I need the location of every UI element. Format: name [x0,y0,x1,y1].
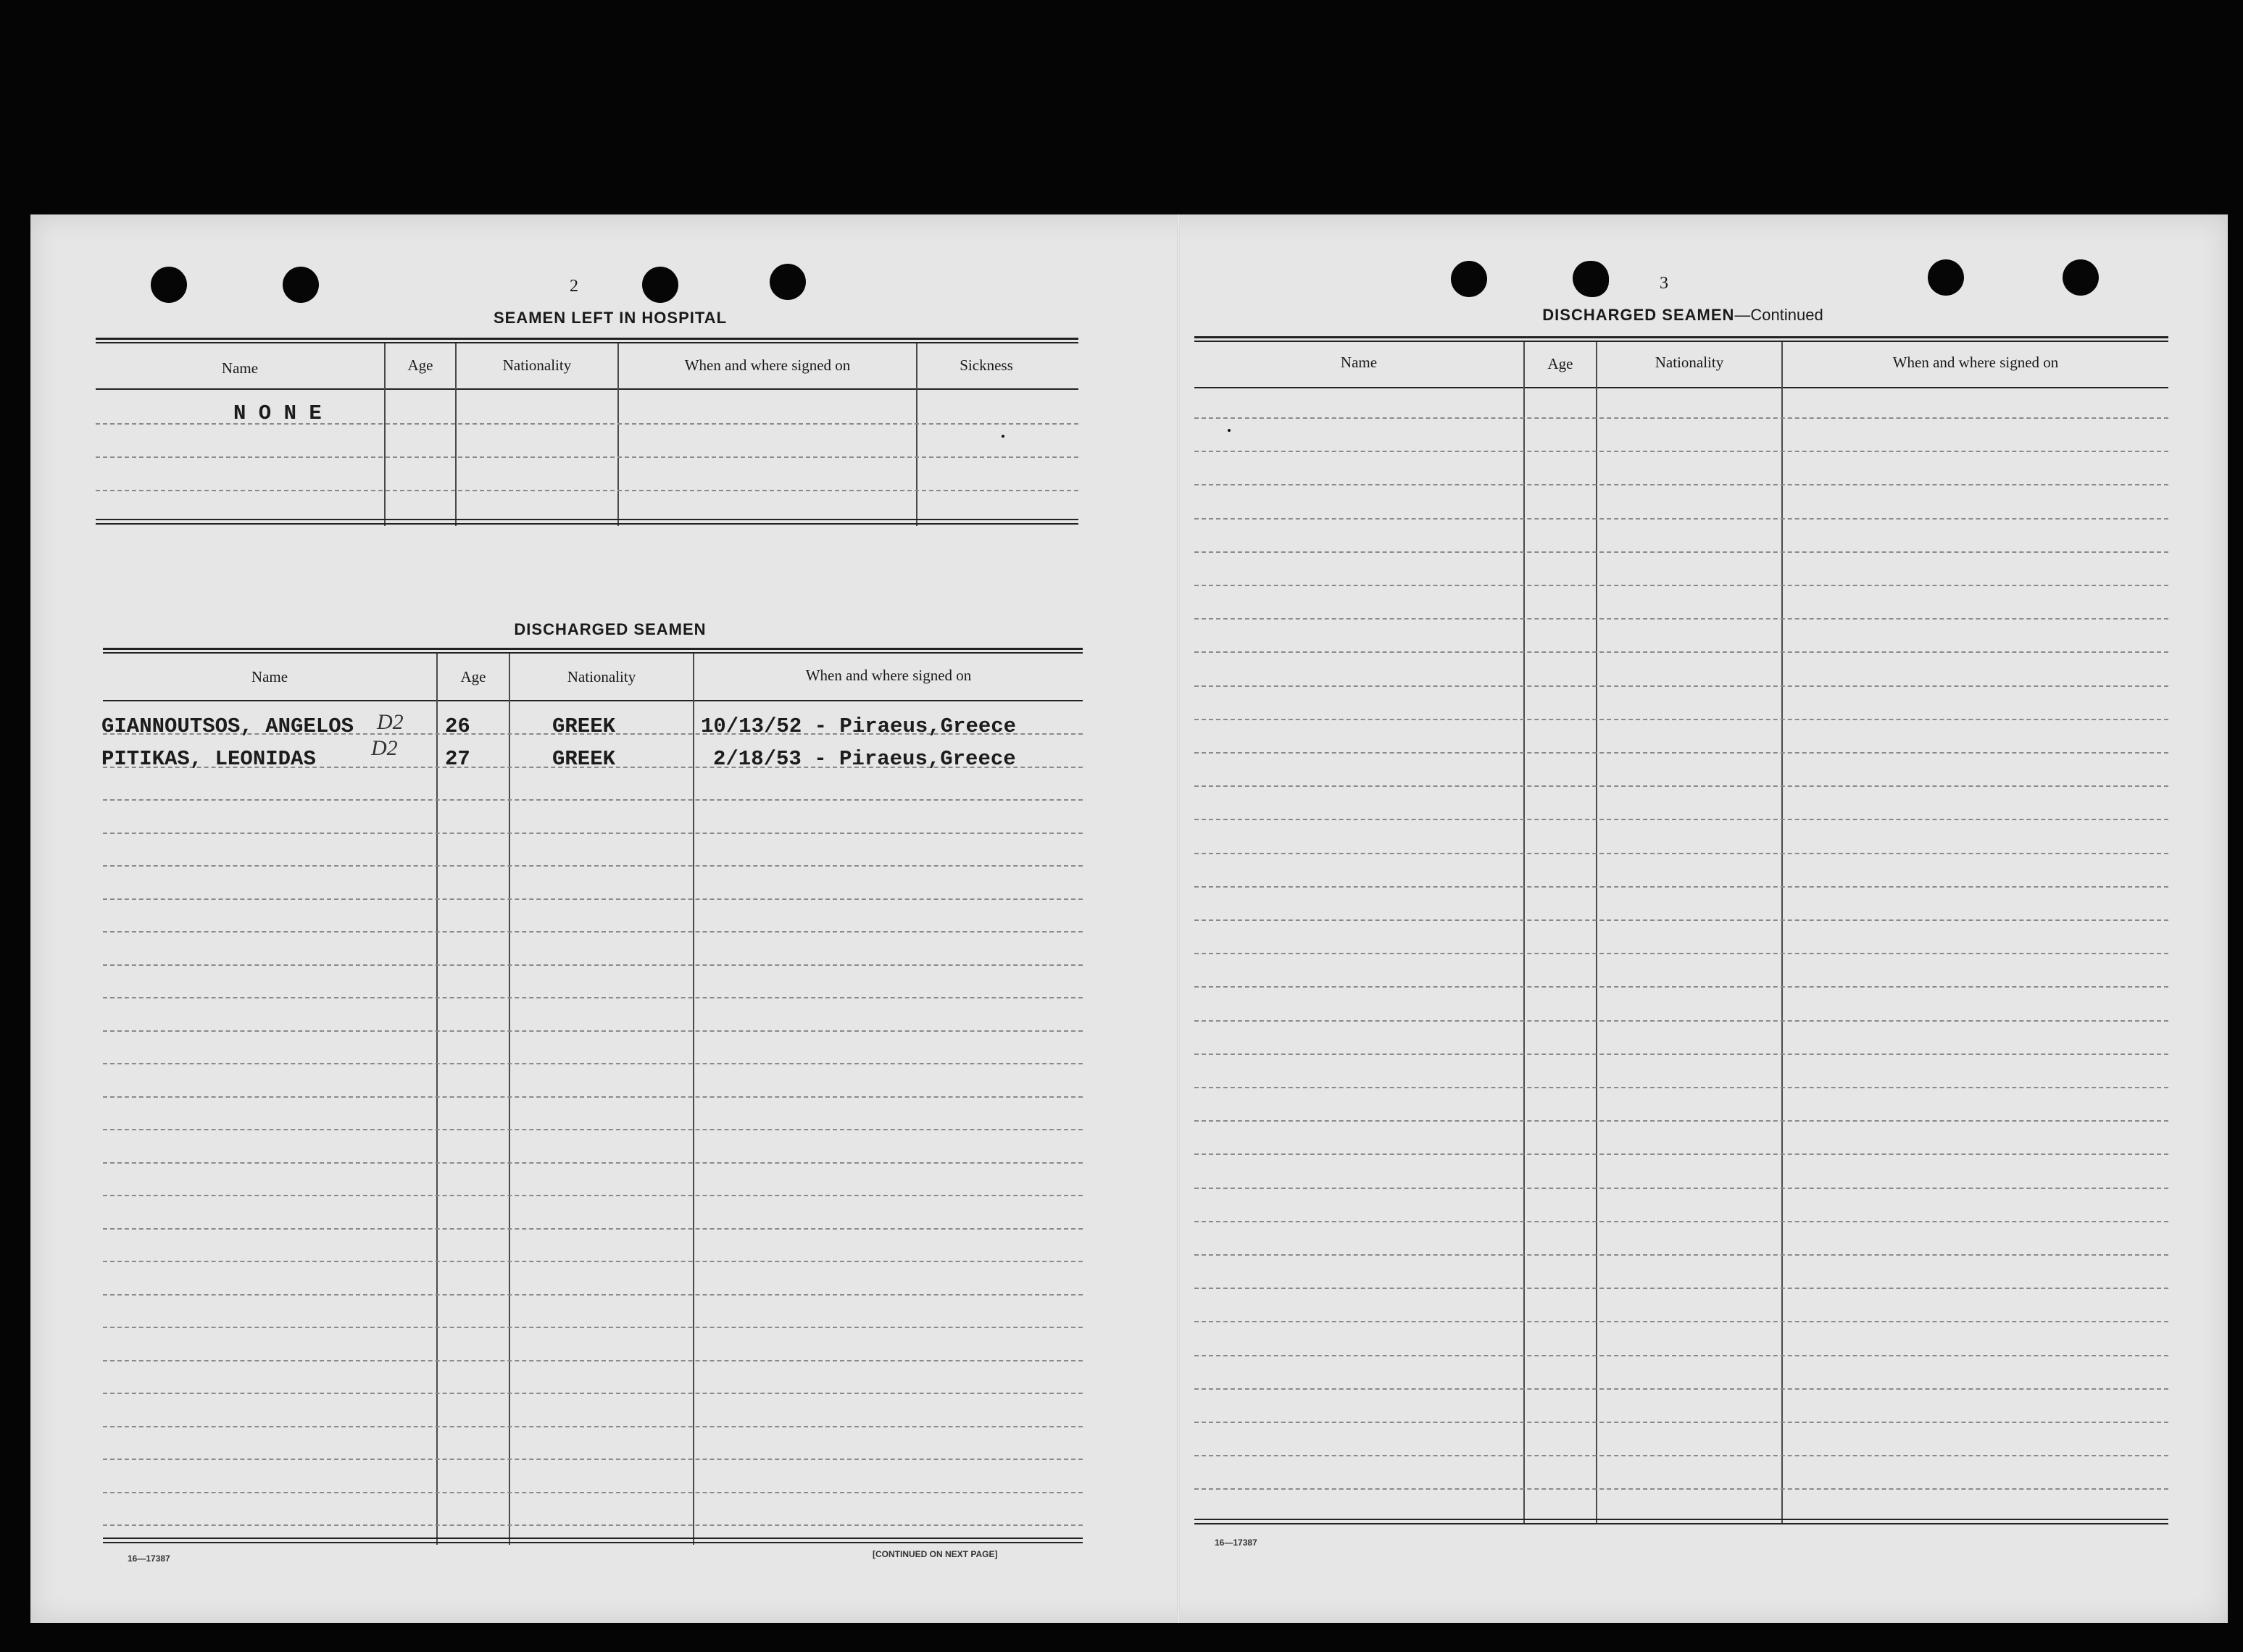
discharged-section-title: DISCHARGED SEAMEN [514,620,707,638]
speck [1228,429,1231,432]
col-header-age: Age [407,356,433,374]
ruled-line [1194,1154,2168,1155]
punch-hole [1573,261,1609,297]
ruled-line [1194,719,2168,720]
hospital-section-title: SEAMEN LEFT IN HOSPITAL [493,309,728,327]
ruled-line [103,1294,1083,1296]
ruled-line [103,1327,1083,1328]
discharged-table [103,648,1083,1546]
discharged-continued-title [1451,306,1915,325]
ruled-line [1194,551,2168,553]
ruled-line [103,1063,1083,1064]
seaman-signed-on: 2/18/53 - Piraeus,Greece [713,747,1016,771]
ruled-line [103,833,1083,834]
ruled-line [1194,1355,2168,1356]
ruled-line [103,1096,1083,1098]
discharged-continued-table [1194,336,2168,1530]
seaman-nationality: GREEK [552,714,616,738]
punch-hole [770,264,806,300]
ruled-line [1194,919,2168,921]
ruled-line [103,1360,1083,1361]
ruled-line [103,1261,1083,1262]
ruled-line [103,997,1083,998]
col-header-name: Name [251,668,288,685]
seaman-signed-on: 10/13/52 - Piraeus,Greece [701,714,1017,738]
col-header-age: Age [1547,355,1573,372]
ruled-line [1194,1188,2168,1189]
col-header-signed-on: When and where signed on [805,667,972,684]
ruled-line [1194,1254,2168,1256]
ruled-line [103,1129,1083,1130]
ruled-line [103,1195,1083,1196]
title-main: DISCHARGED SEAMEN [1542,306,1735,324]
punch-hole [151,267,187,303]
hospital-none-entry: N O N E [233,401,322,425]
col-header-age: Age [460,668,486,685]
discharge-mark: D2 [377,710,404,734]
ruled-line [1194,1221,2168,1222]
ruled-line [1194,585,2168,586]
punch-hole [642,267,678,303]
col-header-sickness: Sickness [960,356,1013,374]
ruled-line [103,964,1083,966]
ruled-line [1194,651,2168,653]
ruled-line [103,1426,1083,1427]
continued-note: [CONTINUED ON NEXT PAGE] [873,1549,998,1559]
ruled-line [1194,1054,2168,1055]
ruled-line [103,1393,1083,1394]
ruled-line [103,898,1083,900]
ruled-line [103,1524,1083,1526]
punch-hole [1928,259,1964,296]
ruled-line [1194,484,2168,485]
ruled-line [1194,1422,2168,1423]
seaman-age: 27 [445,747,470,771]
punch-hole [2063,259,2099,296]
ruled-line [1194,451,2168,452]
discharge-mark: D2 [371,736,398,760]
ruled-line [103,799,1083,801]
ruled-line [1194,1388,2168,1390]
seaman-age: 26 [445,714,470,738]
col-header-nationality: Nationality [502,356,572,374]
form-number-right: 16—17387 [1215,1538,1257,1548]
ruled-line [1194,1288,2168,1289]
ruled-line [1194,1488,2168,1490]
page-number-right: 3 [1660,274,1668,293]
form-sheet [30,214,2228,1623]
page-number-left: 2 [570,277,578,296]
ruled-line [1194,986,2168,988]
ruled-line [103,1030,1083,1032]
ruled-line [103,865,1083,867]
ruled-line [103,1228,1083,1230]
ruled-line [1194,518,2168,520]
col-header-signed-on: When and where signed on [684,356,851,374]
col-header-nationality: Nationality [567,668,636,685]
col-header-signed-on: When and where signed on [1892,354,2059,371]
form-number-left: 16—17387 [128,1553,170,1564]
ruled-line [1194,685,2168,687]
ruled-line [1194,819,2168,820]
ruled-line [103,931,1083,933]
title-suffix: —Continued [1734,306,1823,324]
ruled-line [103,1459,1083,1460]
ruled-line [1194,1120,2168,1122]
punch-hole [283,267,319,303]
ruled-line [1194,953,2168,954]
ruled-line [1194,1020,2168,1022]
ruled-line [1194,1455,2168,1456]
seaman-nationality: GREEK [552,747,616,771]
ruled-line [1194,886,2168,888]
ruled-line [1194,618,2168,620]
hospital-table [96,338,1078,527]
ruled-line [103,1162,1083,1164]
ruled-line [1194,752,2168,754]
punch-hole [1451,261,1487,297]
ruled-line [1194,785,2168,787]
col-header-nationality: Nationality [1655,354,1724,371]
ruled-line [1194,417,2168,419]
seaman-name: PITIKAS, LEONIDAS [101,747,316,771]
seaman-name: GIANNOUTSOS, ANGELOS [101,714,354,738]
page-fold [1177,214,1180,1623]
col-header-name: Name [221,359,259,377]
speck [1002,435,1004,438]
ruled-line [1194,853,2168,854]
col-header-name: Name [1340,354,1378,371]
ruled-line [1194,1087,2168,1088]
ruled-line [1194,1321,2168,1322]
ruled-line [103,1492,1083,1493]
